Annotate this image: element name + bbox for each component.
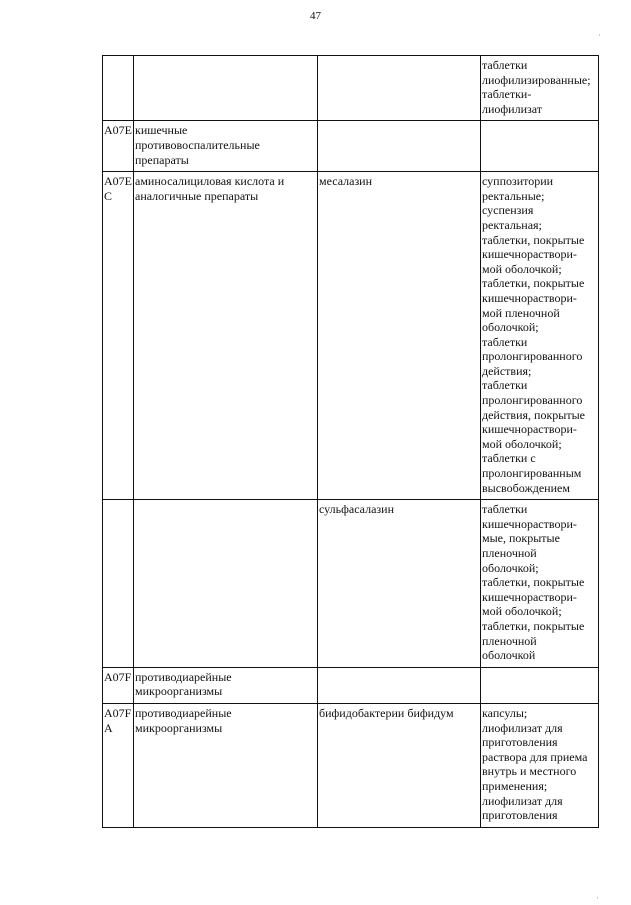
- cell-line: пролонгированного: [482, 393, 583, 408]
- cell-line: мой оболочкой;: [482, 604, 562, 619]
- cell-line: мые, покрытые: [482, 531, 560, 546]
- cell-line: препараты: [135, 152, 189, 167]
- cell-line: таблетки-: [482, 87, 532, 102]
- cell-line: таблетки: [482, 334, 528, 349]
- dosage-forms-cell: [481, 172, 599, 500]
- cell-line: таблетки, покрытые: [482, 232, 585, 247]
- cell-line: приготовления: [482, 735, 558, 750]
- cell-line: кишечные: [135, 123, 188, 138]
- cell-line: оболочкой: [482, 648, 536, 663]
- table-row: [103, 667, 599, 703]
- cell-line: таблетки: [482, 378, 528, 393]
- cell-line: кишечнораствори-: [482, 589, 577, 604]
- cell-line: пленочной: [482, 546, 537, 560]
- cell-line: таблетки: [482, 502, 528, 517]
- table-body: [103, 56, 599, 828]
- cell-line: пленочной: [482, 633, 537, 648]
- cell-line: противодиарейные: [135, 705, 232, 720]
- cell-line: действия;: [482, 363, 532, 378]
- cell-line: аналогичные препараты: [135, 188, 259, 203]
- dosage-forms-cell: [481, 56, 599, 121]
- table-row: [103, 121, 599, 172]
- cell-line: высвобождением: [482, 480, 570, 495]
- scan-mark: ·: [598, 30, 601, 40]
- group-name-cell: [134, 703, 318, 827]
- dosage-forms-cell: [481, 121, 599, 172]
- group-name-cell: [134, 667, 318, 703]
- cell-line: действия, покрытые: [482, 407, 585, 422]
- cell-line: таблетки, покрытые: [482, 276, 585, 291]
- cell-line: применения;: [482, 778, 548, 793]
- cell-line: таблетки: [482, 58, 528, 72]
- cell-line: оболочкой;: [482, 320, 539, 335]
- drug-name-cell: [318, 172, 481, 500]
- group-name-cell: [134, 500, 318, 668]
- cell-line: месалазин: [319, 174, 373, 189]
- drug-name-cell: [318, 56, 481, 121]
- drug-name-cell: [318, 703, 481, 827]
- cell-line: кишечнораствори-: [482, 247, 577, 262]
- table-row: [103, 172, 599, 500]
- atc-code-cell: [103, 56, 134, 121]
- atc-code-cell: [103, 121, 134, 172]
- drug-table: [102, 55, 599, 828]
- cell-line: внутрь и местного: [482, 764, 577, 779]
- cell-line: таблетки, покрытые: [482, 575, 585, 590]
- cell-line: оболочкой;: [482, 560, 539, 575]
- atc-code-cell: [103, 703, 134, 827]
- cell-line: приготовления: [482, 808, 558, 823]
- cell-line: кишечнораствори-: [482, 422, 577, 437]
- cell-line: противовоспалительные: [135, 137, 260, 152]
- cell-line: противодиарейные: [135, 669, 232, 684]
- dosage-forms-cell: [481, 500, 599, 668]
- atc-code-cell: [103, 667, 134, 703]
- dosage-forms-cell: [481, 703, 599, 827]
- cell-line: лиофилизат: [482, 101, 543, 116]
- cell-line: мой пленочной: [482, 305, 560, 320]
- dosage-forms-cell: [481, 667, 599, 703]
- cell-line: суспензия: [482, 203, 534, 218]
- cell-line: ректальные;: [482, 188, 545, 203]
- cell-line: ректальная;: [482, 217, 542, 232]
- cell-line: лиофилизат для: [482, 720, 563, 735]
- cell-line: таблетки с: [482, 451, 536, 466]
- cell-line: лиофилизированные;: [482, 72, 591, 87]
- group-name-cell: [134, 121, 318, 172]
- scan-mark: ·: [596, 893, 599, 903]
- cell-line: пролонгированного: [482, 349, 583, 364]
- cell-line: A07F: [104, 669, 132, 684]
- cell-line: микроорганизмы: [135, 684, 223, 699]
- cell-line: A: [104, 720, 113, 735]
- cell-line: кишечнораствори-: [482, 516, 577, 531]
- cell-line: пролонгированным: [482, 466, 582, 481]
- cell-line: микроорганизмы: [135, 720, 223, 735]
- table-row: [103, 500, 599, 668]
- cell-line: бифидобактерии бифидум: [319, 705, 454, 720]
- cell-line: A07E: [104, 174, 132, 189]
- page-number: 47: [310, 10, 321, 22]
- drug-name-cell: [318, 667, 481, 703]
- cell-line: A07F: [104, 705, 132, 720]
- atc-code-cell: [103, 172, 134, 500]
- table-row: [103, 56, 599, 121]
- group-name-cell: [134, 56, 318, 121]
- cell-line: суппозитории: [482, 174, 554, 189]
- cell-line: мой оболочкой;: [482, 261, 562, 276]
- table-row: [103, 703, 599, 827]
- cell-line: капсулы;: [482, 705, 528, 720]
- cell-line: раствора для приема: [482, 749, 588, 764]
- cell-line: лиофилизат для: [482, 793, 563, 808]
- cell-line: C: [104, 188, 113, 203]
- cell-line: кишечнораствори-: [482, 290, 577, 305]
- cell-line: A07E: [104, 123, 132, 138]
- cell-line: сульфасалазин: [319, 502, 395, 517]
- cell-line: таблетки, покрытые: [482, 618, 585, 633]
- cell-line: мой оболочкой;: [482, 436, 562, 451]
- atc-code-cell: [103, 500, 134, 668]
- drug-name-cell: [318, 500, 481, 668]
- drug-name-cell: [318, 121, 481, 172]
- group-name-cell: [134, 172, 318, 500]
- cell-line: аминосалициловая кислота и: [135, 174, 285, 189]
